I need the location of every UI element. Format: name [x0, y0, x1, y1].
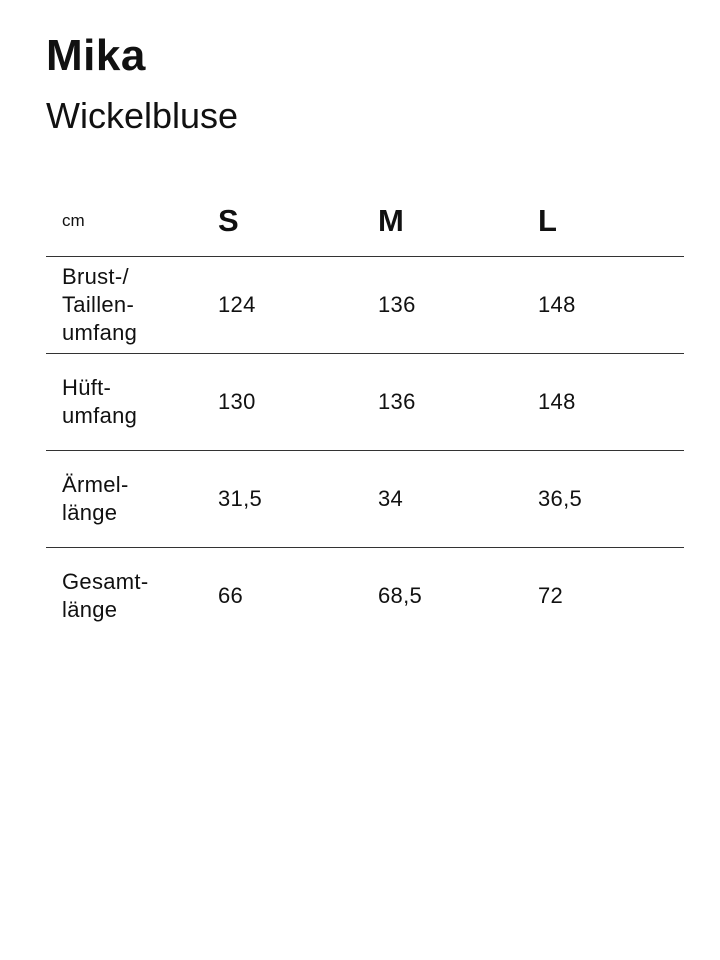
unit-label: cm	[46, 186, 216, 257]
row-label-aermellaenge	[46, 451, 216, 548]
cell-value-s: 124	[216, 257, 376, 354]
size-chart-table	[46, 186, 684, 644]
table-row	[46, 451, 684, 548]
cell-value-m: 136	[376, 257, 536, 354]
cell-value-s: 31,5	[216, 451, 376, 548]
row-label-brust-taillenumfang	[46, 257, 216, 354]
cell-value-s: 66	[218, 583, 244, 608]
row-label-hueftumfang	[46, 354, 216, 451]
cell-value-m: 34	[376, 451, 536, 548]
cell-value-m: 136	[376, 354, 536, 451]
page-subtitle: Wickelbluse	[46, 95, 239, 136]
row-label-line: Brust-/	[62, 264, 129, 289]
cell-value-m: 68,5	[378, 583, 423, 608]
size-header-row	[46, 186, 684, 257]
row-label-line: länge	[62, 597, 118, 622]
cell-value-l: 36,5	[536, 451, 684, 548]
cell-value-l: 148	[536, 354, 684, 451]
table-row	[46, 257, 684, 354]
page-title: Mika	[46, 31, 146, 80]
table-row	[46, 354, 684, 451]
row-label-line: umfang	[62, 320, 138, 345]
table-row	[46, 548, 684, 645]
cell-value-l: 72	[538, 583, 564, 608]
size-header-s: S	[216, 186, 376, 257]
size-header-m: M	[376, 186, 536, 257]
row-label-line: länge	[62, 500, 118, 525]
row-label-line: Taillen-	[62, 292, 135, 317]
row-label-line: Gesamt-	[62, 569, 149, 594]
cell-value-l: 148	[536, 257, 684, 354]
size-header-l: L	[536, 186, 684, 257]
row-label-line: Ärmel-	[62, 472, 129, 497]
row-label-line: Hüft-	[62, 375, 112, 400]
cell-value-s: 130	[216, 354, 376, 451]
row-label-gesamtlaenge	[46, 548, 216, 645]
row-label-line: umfang	[62, 403, 138, 428]
